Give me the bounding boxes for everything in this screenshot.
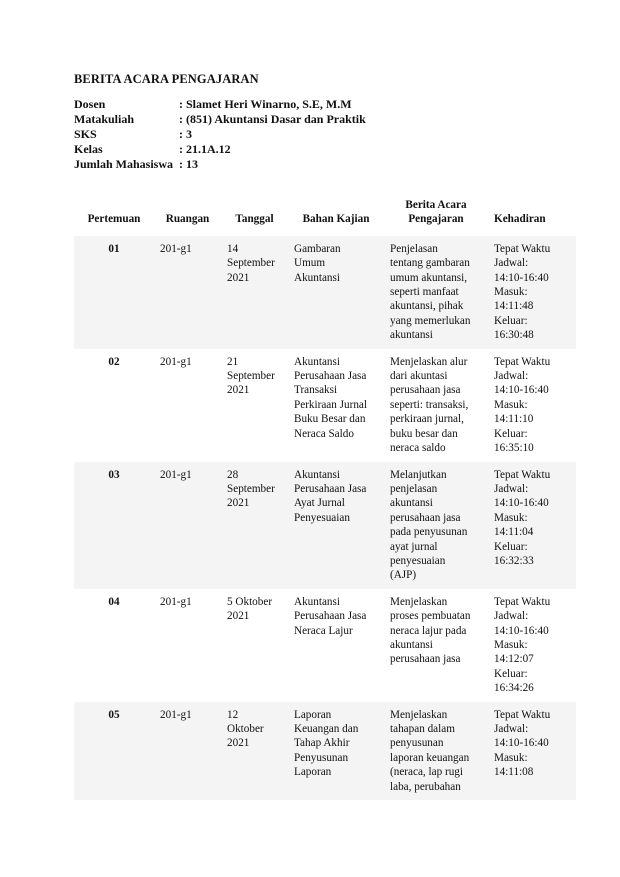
table-row — [74, 462, 576, 589]
meta-row-sks — [74, 127, 366, 142]
cell-pertemuan: 02 — [108, 355, 120, 368]
cell-bahan-kajian: Gambaran Umum Akuntansi — [294, 242, 341, 284]
cell-kehadiran: Tepat Waktu Jadwal: 14:10-16:40 Masuk: 14:11:04 Keluar: 16:32:33 — [494, 468, 551, 567]
table-row — [74, 702, 576, 800]
meta-row-kelas — [74, 142, 366, 157]
header-pertemuan: Pertemuan — [87, 213, 141, 226]
meta-value: : 13 — [179, 157, 198, 171]
table-row — [74, 589, 576, 702]
document-title: BERITA ACARA PENGAJARAN — [74, 72, 259, 86]
cell-kehadiran: Tepat Waktu Jadwal: 14:10-16:40 Masuk: 14:12:07 Keluar: 16:34:26 — [494, 595, 551, 695]
cell-bahan-kajian: Akuntansi Perusahaan Jasa Neraca Lajur — [294, 595, 367, 637]
header-ruangan: Ruangan — [165, 213, 210, 226]
meta-row-matakuliah — [74, 112, 366, 127]
header-bahan-kajian: Bahan Kajian — [302, 213, 370, 226]
meta-value: : Slamet Heri Winarno, S.E, M.M — [179, 97, 352, 111]
cell-ruangan: 201-g1 — [160, 468, 192, 481]
cell-ruangan: 201-g1 — [160, 708, 192, 721]
header-kehadiran: Kehadiran — [494, 213, 546, 226]
meta-label: Jumlah Mahasiswa — [74, 157, 174, 171]
meta-value: : 3 — [179, 127, 192, 141]
meta-value: : 21.1A.12 — [179, 142, 231, 156]
cell-tanggal: 21 September 2021 — [227, 355, 275, 397]
cell-berita-acara: Menjelaskan proses pembuatan neraca lajur pada akuntansi perusahaan jasa — [390, 595, 471, 666]
cell-berita-acara: Melanjutkan penjelasan akuntansi perusahaan jasa pada penyusunan ayat jurnal penyesuaian (AJP) — [390, 468, 468, 582]
attendance-table — [74, 196, 576, 800]
meta-label: SKS — [74, 127, 97, 141]
cell-bahan-kajian: Akuntansi Perusahaan Jasa Transaksi Perkiraan Jurnal Buku Besar dan Neraca Saldo — [294, 355, 368, 440]
cell-pertemuan: 03 — [108, 468, 120, 481]
meta-value: : (851) Akuntansi Dasar dan Praktik — [179, 112, 366, 126]
cell-tanggal: 28 September 2021 — [227, 468, 275, 510]
cell-bahan-kajian: Laporan Keuangan dan Tahap Akhir Penyusunan Laporan — [294, 708, 359, 779]
table-header — [74, 196, 576, 236]
cell-berita-acara: Menjelaskan tahapan dalam penyusunan laporan keuangan (neraca, lap rugi laba, perubahan — [390, 708, 470, 793]
cell-kehadiran: Tepat Waktu Jadwal: 14:10-16:40 Masuk: 14:11:48 Keluar: 16:30:48 — [494, 242, 551, 342]
meta-label: Matakuliah — [74, 112, 135, 126]
cell-tanggal: 12 Oktober 2021 — [227, 708, 264, 750]
cell-ruangan: 201-g1 — [160, 242, 192, 255]
cell-kehadiran: Tepat Waktu Jadwal: 14:10-16:40 Masuk: 14:11:10 Keluar: 16:35:10 — [494, 355, 551, 455]
cell-berita-acara: Menjelaskan alur dari akuntasi perusahaan jasa seperti: transaksi, perkiraan jurnal, buku besar dan neraca saldo — [390, 355, 469, 455]
meta-row-dosen — [74, 97, 366, 112]
cell-ruangan: 201-g1 — [160, 355, 192, 368]
table-row — [74, 236, 576, 349]
cell-pertemuan: 04 — [108, 595, 120, 608]
meta-row-jumlah-mahasiswa — [74, 157, 366, 172]
course-info — [74, 97, 366, 172]
cell-ruangan: 201-g1 — [160, 595, 192, 608]
cell-tanggal: 5 Oktober 2021 — [227, 595, 273, 623]
cell-pertemuan: 01 — [108, 242, 120, 255]
header-berita-acara: Berita Acara Pengajaran — [405, 199, 467, 226]
cell-pertemuan: 05 — [108, 708, 120, 721]
cell-berita-acara: Penjelasan tentang gambaran umum akuntansi, seperti manfaat akuntansi, pihak yang memerlukan akuntansi — [390, 242, 471, 342]
table-row — [74, 349, 576, 462]
header-tanggal: Tanggal — [235, 213, 274, 226]
meta-label: Dosen — [74, 97, 106, 111]
cell-kehadiran: Tepat Waktu Jadwal: 14:10-16:40 Masuk: 14:11:08 — [494, 708, 551, 779]
header-row — [74, 196, 576, 236]
cell-bahan-kajian: Akuntansi Perusahaan Jasa Ayat Jurnal Penyesuaian — [294, 468, 367, 524]
meta-label: Kelas — [74, 142, 103, 156]
cell-tanggal: 14 September 2021 — [227, 242, 275, 284]
table-body — [74, 236, 576, 800]
